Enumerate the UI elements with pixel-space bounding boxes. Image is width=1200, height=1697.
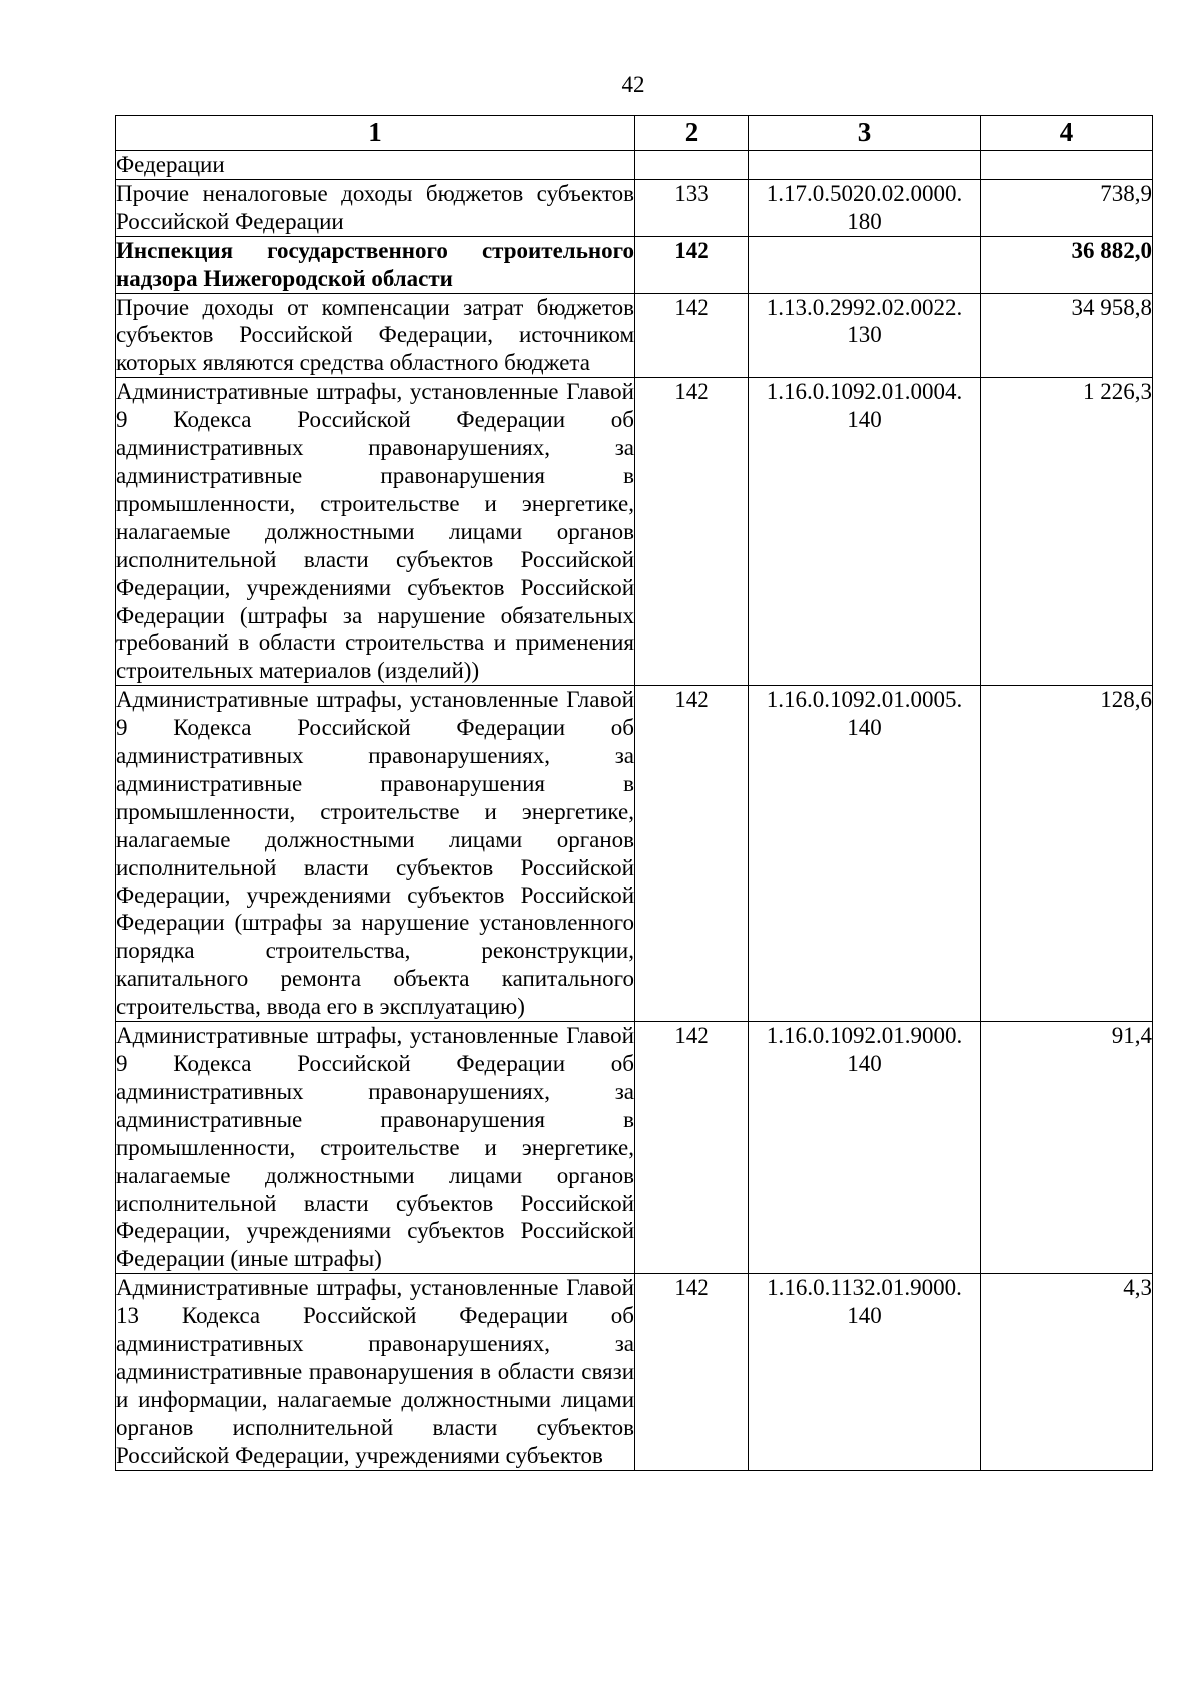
budget-classification-code — [749, 151, 981, 180]
table-row — [116, 686, 1153, 1022]
amount: 738,9 — [981, 179, 1153, 236]
row-description: Административные штрафы, установленные Главой 13 Кодекса Российской Федерации об административных правонарушениях, за административные правонарушения в области связи и информации, налагаемые должностными лицами органов исполнительной власти субъектов Российской Федерации, учреждениями субъектов — [116, 1274, 635, 1470]
amount: 4,3 — [981, 1274, 1153, 1470]
revenue-table — [115, 115, 1153, 1471]
budget-classification-code: 1.16.0.1092.01.0004. 140 — [749, 378, 981, 686]
amount: 128,6 — [981, 686, 1153, 1022]
table-row — [116, 179, 1153, 236]
row-description: Инспекция государственного строительного надзора Нижегородской области — [116, 236, 635, 293]
admin-code: 142 — [635, 236, 749, 293]
column-header-2: 2 — [635, 116, 749, 151]
table-row — [116, 1022, 1153, 1274]
admin-code — [635, 151, 749, 180]
row-description: Прочие неналоговые доходы бюджетов субъектов Российской Федерации — [116, 179, 635, 236]
amount: 36 882,0 — [981, 236, 1153, 293]
row-description: Административные штрафы, установленные Главой 9 Кодекса Российской Федерации об административных правонарушениях, за административные правонарушения в промышленности, строительстве и энергетике, налагаемые должностными лицами органов исполнительной власти субъектов Российской Федерации, учреждениями субъектов Российской Федерации (штрафы за нарушение установленного порядка строительства, реконструкции, капитального ремонта объекта капитального строительства, ввода его в эксплуатацию) — [116, 686, 635, 1022]
budget-classification-code: 1.16.0.1132.01.9000. 140 — [749, 1274, 981, 1470]
table-row-section-header — [116, 236, 1153, 293]
admin-code: 133 — [635, 179, 749, 236]
row-description: Административные штрафы, установленные Главой 9 Кодекса Российской Федерации об административных правонарушениях, за административные правонарушения в промышленности, строительстве и энергетике, налагаемые должностными лицами органов исполнительной власти субъектов Российской Федерации, учреждениями субъектов Российской Федерации (штрафы за нарушение обязательных требований в области строительства и применения строительных материалов (изделий)) — [116, 378, 635, 686]
page-number: 42 — [621, 72, 645, 97]
amount: 91,4 — [981, 1022, 1153, 1274]
table-row — [116, 378, 1153, 686]
admin-code: 142 — [635, 293, 749, 378]
admin-code: 142 — [635, 1022, 749, 1274]
amount — [981, 151, 1153, 180]
budget-classification-code: 1.13.0.2992.02.0022. 130 — [749, 293, 981, 378]
admin-code: 142 — [635, 686, 749, 1022]
table-row — [116, 1274, 1153, 1470]
row-description: Федерации — [116, 151, 635, 180]
column-header-3: 3 — [749, 116, 981, 151]
column-header-4: 4 — [981, 116, 1153, 151]
table-row — [116, 293, 1153, 378]
amount: 1 226,3 — [981, 378, 1153, 686]
row-description: Прочие доходы от компенсации затрат бюджетов субъектов Российской Федерации, источником которых являются средства областного бюджета — [116, 293, 635, 378]
amount: 34 958,8 — [981, 293, 1153, 378]
budget-classification-code: 1.17.0.5020.02.0000. 180 — [749, 179, 981, 236]
row-description: Административные штрафы, установленные Главой 9 Кодекса Российской Федерации об административных правонарушениях, за административные правонарушения в промышленности, строительстве и энергетике, налагаемые должностными лицами органов исполнительной власти субъектов Российской Федерации, учреждениями субъектов Российской Федерации (иные штрафы) — [116, 1022, 635, 1274]
column-header-1: 1 — [116, 116, 635, 151]
admin-code: 142 — [635, 1274, 749, 1470]
budget-classification-code: 1.16.0.1092.01.0005. 140 — [749, 686, 981, 1022]
table-header-row — [116, 116, 1153, 151]
budget-classification-code: 1.16.0.1092.01.9000. 140 — [749, 1022, 981, 1274]
admin-code: 142 — [635, 378, 749, 686]
table-row — [116, 151, 1153, 180]
budget-classification-code — [749, 236, 981, 293]
